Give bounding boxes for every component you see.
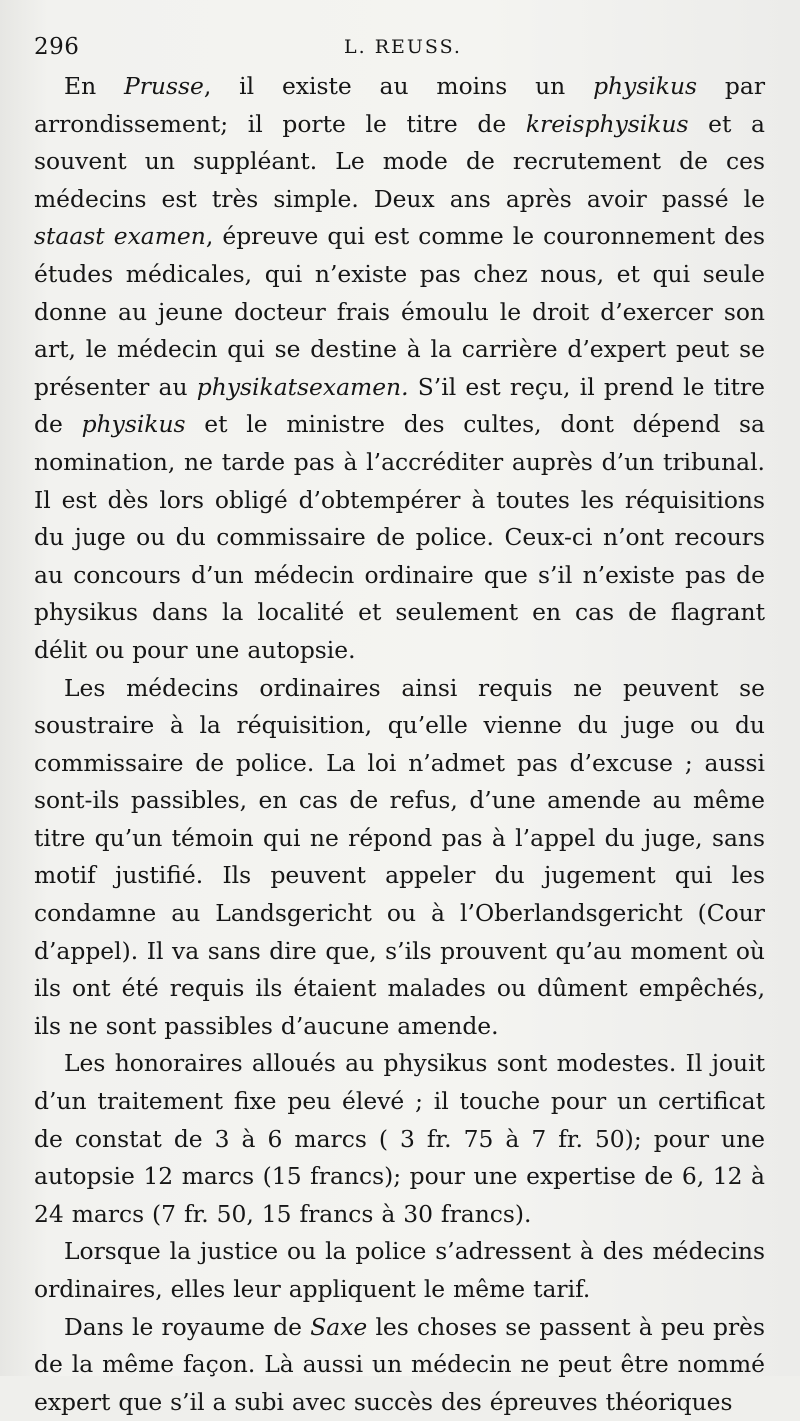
page-number: 296 xyxy=(34,34,80,60)
running-title: L. REUSS. xyxy=(344,36,462,58)
text-run: Lorsque la justice ou la police s’adressent à des médecins ordinaires, elles leur appliquent le même tarif. xyxy=(34,1237,765,1303)
text-run: et a souvent un suppléant. Le mode de recrutement de ces médecins est très simple. Deux ans après avoir passé le xyxy=(34,109,765,213)
paragraph-tarif xyxy=(34,1233,765,1308)
italic-term: physikatsexamen. xyxy=(196,372,409,401)
text-run: par arrondissement; il porte le titre de xyxy=(34,72,765,138)
text-run: , il existe au moins un xyxy=(203,72,594,100)
text-run: les choses se passent à peu près de la même façon. Là aussi un médecin ne peut être nommé expert que s’il a subi avec succès des épreuves théoriques xyxy=(34,1312,765,1416)
text-run: et le ministre des cultes, dont dépend sa nomination, ne tarde pas à l’accréditer auprès d’un tribunal. Il est dès lors obligé d’obtempérer à toutes les réquisitions du juge ou du commissaire de police. Ceux-ci n’ont recours au concours d’un médecin ordinaire que s’il n’existe pas de physikus dans la localité et seulement en cas de flagrant délit ou pour une autopsie. xyxy=(34,410,765,664)
italic-term: Saxe xyxy=(310,1312,368,1341)
text-run: Les médecins ordinaires ainsi requis ne peuvent se soustraire à la réquisition, qu’elle vienne du juge ou du commissaire de police. La loi n’admet pas d’excuse ; aussi sont-ils passibles, en cas de refus, d’une amende au même titre qu’un témoin qui ne répond pas à l’appel du juge, sans motif justifié. Ils peuvent appeler du jugement qui les condamne au Landsgericht ou à l’Oberlandsgericht (Cour d’appel). Il va sans dire que, s’ils prouvent qu’au moment où ils ont été requis ils étaient malades ou dûment empêchés, ils ne sont passibles d’aucune amende. xyxy=(34,673,765,1040)
text-run: Les honoraires alloués au physikus sont modestes. Il jouit d’un traitement fixe peu élevé ; il touche pour un certificat de constat de 3 à 6 marcs ( 3 fr. 75 à 7 fr. 50); pour une autopsie 12 marcs (15 francs); pour une expertise de 6, 12 à 24 marcs (7 fr. 50, 15 francs à 30 francs). xyxy=(34,1049,765,1228)
page-header xyxy=(34,34,764,64)
text-run: En xyxy=(64,72,124,100)
italic-term: physikus xyxy=(81,410,186,439)
paragraph-saxe xyxy=(34,1309,765,1421)
italic-term: kreisphysikus xyxy=(525,109,689,138)
text-run: Dans le royaume de xyxy=(64,1312,311,1341)
paragraph-honoraires xyxy=(34,1045,765,1233)
paragraph-prusse xyxy=(34,68,765,670)
italic-term: staast examen xyxy=(34,222,206,251)
italic-term: Prusse xyxy=(124,72,204,100)
italic-term: physikus xyxy=(593,72,698,100)
text-run: , épreuve qui est comme le couronnement des études médicales, qui n’existe pas chez nous, et qui seule donne au jeune docteur frais émoulu le droit d’exercer son art, le médecin qui se destine à la carrière d’expert peut se présenter au xyxy=(34,222,765,401)
body-text xyxy=(34,68,765,1421)
paragraph-requisition xyxy=(34,670,765,1046)
text-run: S’il est reçu, il prend le titre de xyxy=(34,372,765,439)
